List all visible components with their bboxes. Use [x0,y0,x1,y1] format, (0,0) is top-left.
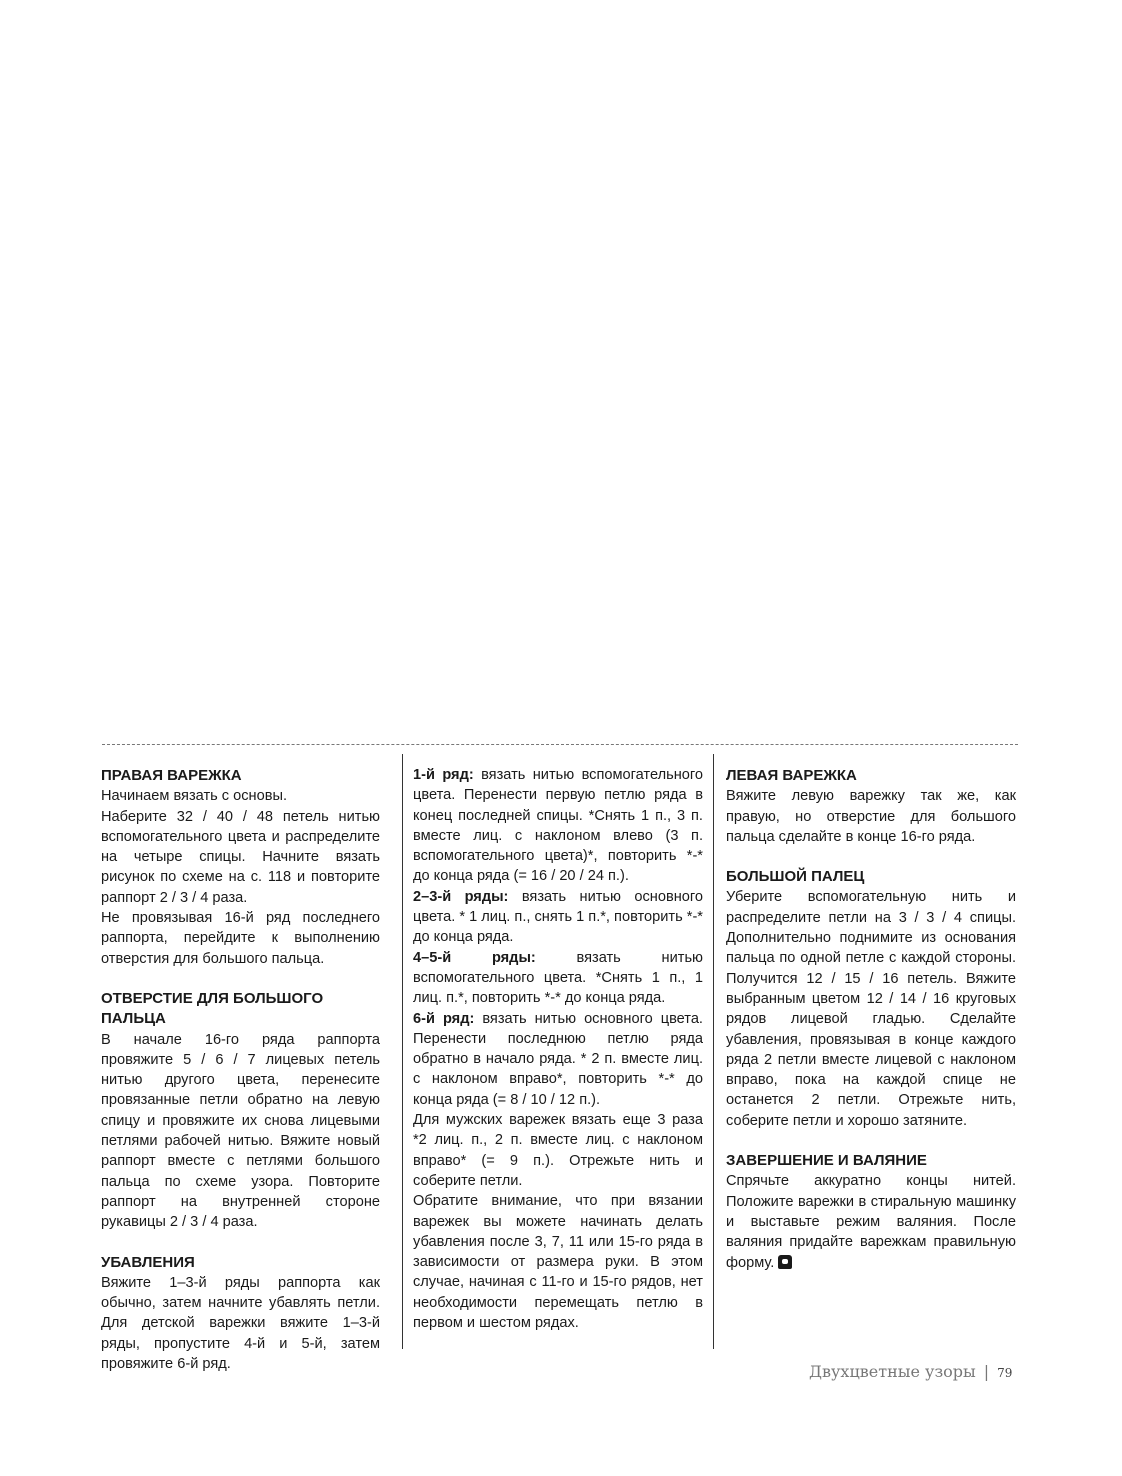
paragraph-text: Спрячьте аккуратно концы нитей. Положите варежки в стиральную машинку и выставьте режим валяния. После валяния придайте варежкам правильную форму. [726,1173,1016,1271]
paragraph: Для мужских варежек вязать еще 3 раза *2 лиц. п., 2 п. вместе лиц. с наклоном вправо* (= 9 п.). Отрежьте нить и соберите петли. [413,1112,703,1189]
column-2 [413,765,703,1333]
paragraph: Вяжите 1–3-й ряды раппорта как обычно, затем начните убавлять петли. Для детской варежки вяжите 1–3-й ряды, пропустите 4-й и 5-й, затем провяжите 6-й ряд. [101,1274,380,1373]
row-label: 2–3-й ряды: [413,888,509,905]
heading-left-mitten: ЛЕВАЯ ВАРЕЖКА [726,767,857,784]
paragraph: Не провязывая 16-й ряд последнего раппорта, перейдите к выполнению отверстия для большого пальца. [101,910,380,967]
row-text: вязать нитью основного цвета. Перенести последнюю петлю ряда обратно в начало ряда. * 2 п. вместе лиц. с наклоном вправо*, повторить *-* до конца ряда (= 8 / 10 / 12 п.). [413,1010,703,1108]
column-3 [726,766,1016,1273]
paragraph: Уберите вспомогательную нить и распределите петли на 3 / 3 / 4 спицы. Дополнительно поднимите из основания пальца по одной петле с каждой стороны. Получится 12 / 15 / 16 петель. Вяжите выбранным цветом 12 / 14 / 16 круговых рядов лицевой гладью. Сделайте убавления, провязывая в конце каждого ряда 2 петли вместе лицевой с наклоном вправо, пока на каждой спице не останется 2 петли. Отрежьте нить, соберите петли и хорошо затяните. [726,889,1016,1129]
heading-finishing: ЗАВЕРШЕНИЕ И ВАЛЯНИЕ [726,1152,927,1170]
column-1 [101,766,380,1374]
column-rule [402,754,403,1349]
heading-decreases: УБАВЛЕНИЯ [101,1253,195,1271]
row-instruction [413,1009,703,1110]
column-rule [713,754,714,1349]
paragraph: Вяжите левую варежку так же, как правую, но отверстие для большого пальца сделайте в конце 16-го ряда. [726,788,1016,845]
section-divider [102,744,1018,745]
paragraph: В начале 16-го ряда раппорта провяжите 5 / 6 / 7 лицевых петель нитью другого цвета, перенесите провязанные петли обратно на левую спицу и провяжите их снова лицевыми петлями рабочей нитью. Вяжите новый раппорт вместе с петлями большого пальца по схеме узора. Повторите раппорт на внутренней стороне рукавицы 2 / 3 / 4 раза. [101,1031,380,1231]
row-instruction [413,948,703,1009]
row-label: 4–5-й ряды: [413,949,536,966]
row-label: 1-й ряд: [413,767,474,783]
row-text: вязать нитью основного цвета. * 1 лиц. п., снять 1 п.*, повторить *-* до конца ряда. [413,888,703,946]
paragraph: Обратите внимание, что при вязании варежек вы можете начинать делать убавления после 3, 7, 11 или 15-го ряда в зависимости от размера руки. В этом случае, начиная с 11-го и 15-го рядов, нет необходимости перемещать петлю в первом и шестом рядах. [413,1193,703,1332]
paragraph: Наберите 32 / 40 / 48 петель нитью вспомогательного цвета и распределите на четыре спицы. Начните вязать рисунок по схеме на с. 118 и повторите раппорт 2 / 3 / 4 раза. [101,808,380,906]
page-footer [809,1362,1012,1381]
row-text: вязать нитью вспомогательного цвета. *Снять 1 п., 1 лиц. п.*, повторить *-* до конца ряда. [413,949,703,1007]
end-of-article-icon [778,1255,792,1269]
heading-thumb-hole: ОТВЕРСТИЕ ДЛЯ БОЛЬШОГО ПАЛЬЦА [101,989,324,1028]
row-instruction [413,887,703,948]
page-number: 79 [997,1366,1013,1380]
paragraph: Начинаем вязать с основы. [101,788,288,805]
row-instruction [413,765,703,887]
row-text: вязать нитью вспомогательного цвета. Перенести первую петлю ряда в конец последней спицы. *Снять 1 п., 3 п. вместе лиц. с наклоном влево (3 п. вспомогательного цвета)*, повторить *-* до конца ряда (= 16 / 20 / 24 п.). [413,767,703,885]
paragraph [726,1171,1016,1272]
running-section-title: Двухцветные узоры [809,1362,976,1381]
footer-separator: | [983,1362,990,1381]
row-label: 6-й ряд: [413,1010,475,1027]
heading-thumb: БОЛЬШОЙ ПАЛЕЦ [726,868,865,886]
heading-right-mitten: ПРАВАЯ ВАРЕЖКА [101,767,242,784]
